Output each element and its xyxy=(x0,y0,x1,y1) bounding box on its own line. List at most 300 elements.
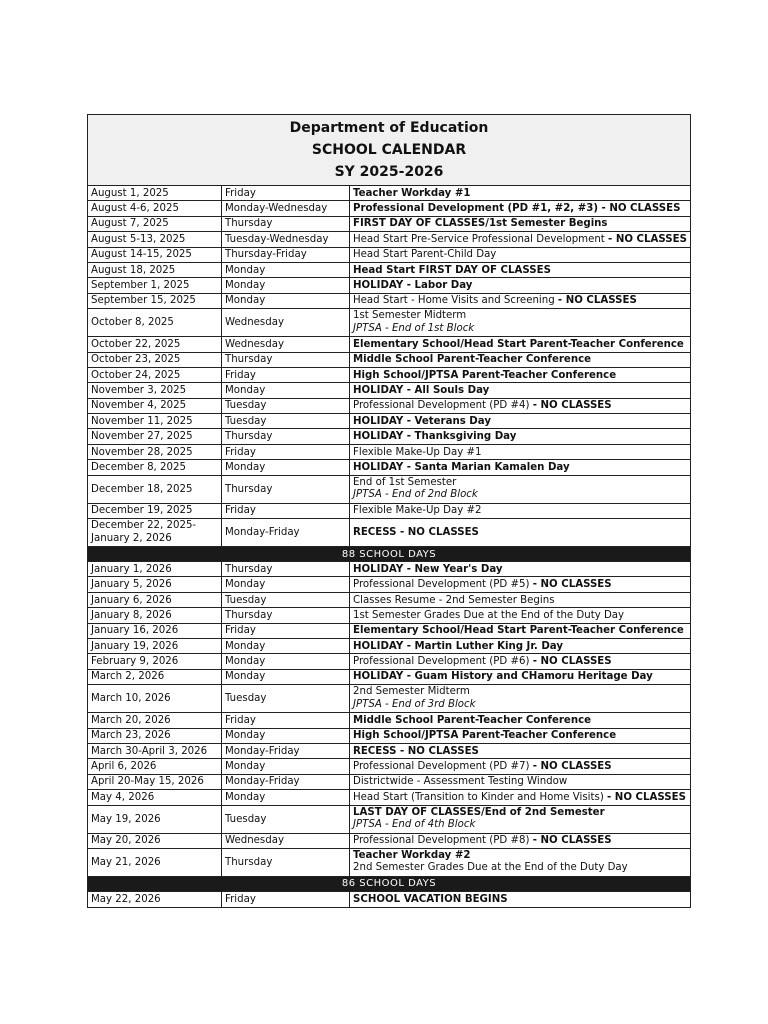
event-cell xyxy=(350,562,690,576)
weekday-cell: Friday xyxy=(222,892,350,907)
event-text: High School/JPTSA Parent-Teacher Conference xyxy=(353,369,617,381)
event-cell xyxy=(350,445,690,459)
date-text: January 2, 2026 xyxy=(91,532,172,544)
event-cell xyxy=(350,217,690,231)
date-cell xyxy=(88,460,222,474)
date-text: March 30-April 3, 2026 xyxy=(91,745,208,757)
table-row xyxy=(88,593,690,608)
weekday-cell: Monday xyxy=(222,294,350,308)
date-text: May 19, 2026 xyxy=(91,813,161,825)
event-cell xyxy=(350,519,690,546)
event-cell xyxy=(350,383,690,397)
weekday-cell: Monday xyxy=(222,577,350,591)
date-text: September 1, 2025 xyxy=(91,280,190,292)
event-line xyxy=(353,862,628,875)
weekday-cell: Wednesday xyxy=(222,309,350,336)
event-cell xyxy=(350,353,690,367)
date-cell xyxy=(88,806,222,833)
event-cell xyxy=(350,624,690,638)
event-cell xyxy=(350,429,690,443)
event-cell xyxy=(350,639,690,653)
event-line xyxy=(353,776,567,787)
event-line xyxy=(353,761,612,772)
date-cell xyxy=(88,201,222,215)
weekday-cell: Monday-Friday xyxy=(222,519,350,546)
event-text: RECESS - NO CLASSES xyxy=(353,527,479,539)
weekday-cell: Thursday xyxy=(222,476,350,503)
table-row xyxy=(88,309,690,337)
weekday-cell: Wednesday xyxy=(222,834,350,848)
event-text: 1st Semester Midterm xyxy=(353,310,467,322)
table-row xyxy=(88,775,690,790)
table-row xyxy=(88,353,690,368)
weekday-cell: Friday xyxy=(222,504,350,518)
no-classes-label: - NO CLASSES xyxy=(607,791,686,803)
date-cell xyxy=(88,217,222,231)
event-text: Professional Development (PD #5) xyxy=(353,579,533,591)
date-cell xyxy=(88,685,222,712)
date-cell xyxy=(88,263,222,277)
weekday-cell: Monday-Wednesday xyxy=(222,201,350,215)
event-text: 2nd Semester Grades Due at the End of the Duty Day xyxy=(353,862,628,874)
event-line xyxy=(353,625,684,636)
event-line xyxy=(353,370,616,381)
date-text: November 27, 2025 xyxy=(91,431,193,443)
date-text: August 5-13, 2025 xyxy=(91,233,186,245)
event-line xyxy=(353,746,479,757)
event-line xyxy=(353,835,612,846)
table-row xyxy=(88,639,690,654)
event-text: JPTSA - End of 1st Block xyxy=(353,322,475,334)
event-text: HOLIDAY - Santa Marian Kamalen Day xyxy=(353,461,570,473)
event-text: JPTSA - End of 3rd Block xyxy=(353,698,476,710)
event-line xyxy=(353,385,489,396)
event-cell xyxy=(350,460,690,474)
date-cell xyxy=(88,593,222,607)
event-line xyxy=(353,730,616,741)
table-row xyxy=(88,429,690,444)
event-line xyxy=(353,323,474,336)
table-row xyxy=(88,476,690,504)
date-cell xyxy=(88,368,222,382)
table-row xyxy=(88,892,690,907)
event-cell xyxy=(350,201,690,215)
date-text: December 18, 2025 xyxy=(91,483,193,495)
event-text: LAST DAY OF CLASSES/End of 2nd Semester xyxy=(353,806,605,818)
weekday-cell: Tuesday xyxy=(222,399,350,413)
weekday-cell: Monday xyxy=(222,460,350,474)
weekday-cell: Friday xyxy=(222,713,350,727)
table-row xyxy=(88,729,690,744)
date-text: August 14-15, 2025 xyxy=(91,249,192,261)
event-line xyxy=(353,792,686,803)
calendar-title: SCHOOL CALENDAR xyxy=(311,142,467,158)
event-text: Flexible Make-Up Day #1 xyxy=(353,446,482,458)
table-row xyxy=(88,806,690,834)
event-line xyxy=(353,610,624,621)
date-cell xyxy=(88,309,222,336)
no-classes-label: - NO CLASSES xyxy=(608,233,687,245)
date-cell xyxy=(88,713,222,727)
date-text: December 22, 2025- xyxy=(91,520,197,532)
date-text: April 20-May 15, 2026 xyxy=(91,776,204,788)
date-cell xyxy=(88,577,222,591)
event-line xyxy=(353,564,503,575)
event-cell xyxy=(350,713,690,727)
event-line xyxy=(353,431,516,442)
event-line xyxy=(353,527,479,538)
date-cell xyxy=(88,790,222,804)
event-line xyxy=(353,218,608,229)
weekday-cell: Tuesday xyxy=(222,685,350,712)
table-row xyxy=(88,414,690,429)
event-text: Professional Development (PD #1, #2, #3) - NO CLASSES xyxy=(353,203,681,215)
event-cell xyxy=(350,414,690,428)
event-line xyxy=(353,416,491,427)
date-cell xyxy=(88,399,222,413)
calendar-table xyxy=(88,186,690,907)
event-text: Professional Development (PD #4) xyxy=(353,400,533,412)
date-cell xyxy=(88,519,222,546)
event-cell xyxy=(350,278,690,292)
school-days-separator: 86 SCHOOL DAYS xyxy=(88,877,690,892)
event-cell xyxy=(350,309,690,336)
event-text: SCHOOL VACATION BEGINS xyxy=(353,894,508,906)
table-row xyxy=(88,294,690,309)
table-row xyxy=(88,368,690,383)
date-text: March 23, 2026 xyxy=(91,730,171,742)
event-cell xyxy=(350,294,690,308)
event-line xyxy=(353,807,605,820)
event-cell xyxy=(350,729,690,743)
date-cell xyxy=(88,775,222,789)
date-text: January 6, 2026 xyxy=(91,594,172,606)
event-line xyxy=(353,699,476,712)
weekday-cell: Thursday-Friday xyxy=(222,248,350,262)
event-line xyxy=(353,715,591,726)
no-classes-label: - NO CLASSES xyxy=(532,656,612,668)
event-text: Flexible Make-Up Day #2 xyxy=(353,505,482,517)
event-cell xyxy=(350,892,690,907)
event-cell xyxy=(350,577,690,591)
event-text: Head Start Parent-Child Day xyxy=(353,249,497,261)
event-text: Professional Development (PD #6) xyxy=(353,656,533,668)
event-cell xyxy=(350,186,690,200)
date-text: March 10, 2026 xyxy=(91,693,171,705)
event-cell xyxy=(350,608,690,622)
calendar-sheet xyxy=(87,114,691,908)
table-row xyxy=(88,186,690,201)
date-cell xyxy=(88,729,222,743)
date-cell xyxy=(88,248,222,262)
event-text: HOLIDAY - Martin Luther King Jr. Day xyxy=(353,640,563,652)
calendar-header xyxy=(88,115,690,186)
table-row xyxy=(88,399,690,414)
date-text: January 8, 2026 xyxy=(91,609,172,621)
event-cell xyxy=(350,368,690,382)
table-row xyxy=(88,685,690,713)
table-row xyxy=(88,232,690,247)
event-text: JPTSA - End of 2nd Block xyxy=(353,489,478,501)
event-text: Head Start Pre-Service Professional Development xyxy=(353,233,609,245)
date-cell xyxy=(88,849,222,876)
date-cell xyxy=(88,445,222,459)
event-line xyxy=(353,462,570,473)
weekday-cell: Thursday xyxy=(222,353,350,367)
event-text: HOLIDAY - Guam History and CHamoru Heritage Day xyxy=(353,671,653,683)
table-row xyxy=(88,263,690,278)
no-classes-label: - NO CLASSES xyxy=(532,835,612,847)
table-row xyxy=(88,713,690,728)
date-text: March 2, 2026 xyxy=(91,671,165,683)
event-cell xyxy=(350,593,690,607)
weekday-cell: Monday xyxy=(222,654,350,668)
event-line xyxy=(353,400,612,411)
date-text: November 28, 2025 xyxy=(91,446,193,458)
date-text: April 6, 2026 xyxy=(91,761,157,773)
table-row xyxy=(88,248,690,263)
table-row xyxy=(88,624,690,639)
date-text: January 19, 2026 xyxy=(91,640,179,652)
event-line xyxy=(353,295,637,306)
event-cell xyxy=(350,232,690,246)
table-row xyxy=(88,670,690,685)
event-text: High School/JPTSA Parent-Teacher Conference xyxy=(353,730,617,742)
event-cell xyxy=(350,399,690,413)
event-cell xyxy=(350,248,690,262)
weekday-cell: Thursday xyxy=(222,849,350,876)
table-row xyxy=(88,744,690,759)
date-cell xyxy=(88,337,222,351)
table-row xyxy=(88,577,690,592)
event-cell xyxy=(350,670,690,684)
date-text: May 20, 2026 xyxy=(91,835,161,847)
date-cell xyxy=(88,232,222,246)
no-classes-label: - NO CLASSES xyxy=(532,579,612,591)
event-cell xyxy=(350,476,690,503)
date-cell xyxy=(88,624,222,638)
date-text: May 22, 2026 xyxy=(91,894,161,906)
date-text: January 5, 2026 xyxy=(91,579,172,591)
event-cell xyxy=(350,790,690,804)
table-row xyxy=(88,460,690,475)
table-row xyxy=(88,217,690,232)
no-classes-label: - NO CLASSES xyxy=(532,400,612,412)
date-text: September 15, 2025 xyxy=(91,295,196,307)
event-text: Teacher Workday #2 xyxy=(353,849,471,861)
table-row xyxy=(88,834,690,849)
date-text: August 4-6, 2025 xyxy=(91,203,179,215)
weekday-cell: Friday xyxy=(222,186,350,200)
department-title: Department of Education xyxy=(289,120,489,136)
no-classes-label: - NO CLASSES xyxy=(557,295,637,307)
event-line xyxy=(353,265,551,276)
date-text: October 22, 2025 xyxy=(91,338,181,350)
table-row xyxy=(88,278,690,293)
date-cell xyxy=(88,670,222,684)
date-text: November 3, 2025 xyxy=(91,384,187,396)
event-line xyxy=(353,894,508,905)
date-text: December 8, 2025 xyxy=(91,461,186,473)
weekday-cell: Tuesday xyxy=(222,414,350,428)
event-line xyxy=(353,656,612,667)
event-text: HOLIDAY - All Souls Day xyxy=(353,384,490,396)
weekday-cell: Monday-Friday xyxy=(222,775,350,789)
event-line xyxy=(353,354,591,365)
date-cell xyxy=(88,414,222,428)
event-cell xyxy=(350,806,690,833)
date-cell xyxy=(88,834,222,848)
event-text: Districtwide - Assessment Testing Window xyxy=(353,776,568,788)
event-line xyxy=(353,505,482,516)
table-row xyxy=(88,504,690,519)
date-text: May 21, 2026 xyxy=(91,856,161,868)
weekday-cell: Tuesday-Wednesday xyxy=(222,232,350,246)
event-line xyxy=(353,447,482,458)
event-text: Middle School Parent-Teacher Conference xyxy=(353,714,592,726)
weekday-cell: Monday xyxy=(222,639,350,653)
date-text: December 19, 2025 xyxy=(91,505,193,517)
event-text: Elementary School/Head Start Parent-Teacher Conference xyxy=(353,338,684,350)
date-cell xyxy=(88,654,222,668)
date-cell xyxy=(88,186,222,200)
event-text: RECESS - NO CLASSES xyxy=(353,745,479,757)
table-row xyxy=(88,445,690,460)
event-cell xyxy=(350,849,690,876)
table-row xyxy=(88,849,690,877)
event-cell xyxy=(350,744,690,758)
event-text: Teacher Workday #1 xyxy=(353,187,471,199)
date-cell xyxy=(88,278,222,292)
date-text: January 16, 2026 xyxy=(91,625,179,637)
no-classes-label: - NO CLASSES xyxy=(532,761,612,773)
event-text: 1st Semester Grades Due at the End of the Duty Day xyxy=(353,609,625,621)
date-text: February 9, 2026 xyxy=(91,656,179,668)
event-line xyxy=(353,595,555,606)
table-row xyxy=(88,201,690,216)
weekday-cell: Thursday xyxy=(222,217,350,231)
event-line xyxy=(353,686,470,699)
weekday-cell: Monday xyxy=(222,263,350,277)
date-text: October 23, 2025 xyxy=(91,354,181,366)
event-text: HOLIDAY - Veterans Day xyxy=(353,415,491,427)
event-line xyxy=(353,280,472,291)
event-text: End of 1st Semester xyxy=(353,476,457,488)
event-line xyxy=(353,477,456,490)
date-text: October 8, 2025 xyxy=(91,317,174,329)
weekday-cell: Monday xyxy=(222,383,350,397)
event-line xyxy=(353,234,687,245)
event-cell xyxy=(350,759,690,773)
table-row xyxy=(88,383,690,398)
event-text: FIRST DAY OF CLASSES/1st Semester Begins xyxy=(353,218,608,230)
event-text: Head Start FIRST DAY OF CLASSES xyxy=(353,264,551,276)
event-line xyxy=(353,310,466,323)
weekday-cell: Tuesday xyxy=(222,593,350,607)
event-text: Middle School Parent-Teacher Conference xyxy=(353,354,592,366)
date-cell xyxy=(88,429,222,443)
weekday-cell: Tuesday xyxy=(222,806,350,833)
date-cell xyxy=(88,639,222,653)
event-line xyxy=(353,339,684,350)
date-text: August 18, 2025 xyxy=(91,264,176,276)
event-text: Classes Resume - 2nd Semester Begins xyxy=(353,594,555,606)
event-line xyxy=(353,579,612,590)
event-cell xyxy=(350,337,690,351)
date-cell xyxy=(88,353,222,367)
weekday-cell: Friday xyxy=(222,445,350,459)
event-cell xyxy=(350,834,690,848)
date-text: January 1, 2026 xyxy=(91,563,172,575)
date-cell xyxy=(88,294,222,308)
event-text: HOLIDAY - Labor Day xyxy=(353,280,473,292)
date-cell xyxy=(88,759,222,773)
table-row xyxy=(88,519,690,547)
weekday-cell: Monday xyxy=(222,670,350,684)
event-cell xyxy=(350,685,690,712)
event-line xyxy=(353,641,563,652)
weekday-cell: Monday-Friday xyxy=(222,744,350,758)
weekday-cell: Thursday xyxy=(222,562,350,576)
date-text: August 7, 2025 xyxy=(91,218,169,230)
weekday-cell: Monday xyxy=(222,278,350,292)
event-line xyxy=(353,188,471,199)
event-text: HOLIDAY - New Year's Day xyxy=(353,563,503,575)
weekday-cell: Monday xyxy=(222,759,350,773)
event-text: HOLIDAY - Thanksgiving Day xyxy=(353,431,517,443)
weekday-cell: Monday xyxy=(222,790,350,804)
weekday-cell: Friday xyxy=(222,624,350,638)
event-line xyxy=(353,850,471,863)
event-cell xyxy=(350,654,690,668)
event-text: Elementary School/Head Start Parent-Teacher Conference xyxy=(353,625,684,637)
date-cell xyxy=(88,383,222,397)
event-text: 2nd Semester Midterm xyxy=(353,686,470,698)
weekday-cell: Wednesday xyxy=(222,337,350,351)
event-text: Professional Development (PD #8) xyxy=(353,835,533,847)
table-row xyxy=(88,790,690,805)
event-text: JPTSA - End of 4th Block xyxy=(353,819,476,830)
table-row xyxy=(88,562,690,577)
date-cell xyxy=(88,476,222,503)
date-text: March 20, 2026 xyxy=(91,714,171,726)
date-cell xyxy=(88,504,222,518)
event-cell xyxy=(350,775,690,789)
table-row xyxy=(88,608,690,623)
date-text: August 1, 2025 xyxy=(91,187,169,199)
event-text: Head Start - Home Visits and Screening xyxy=(353,295,558,307)
date-text: October 24, 2025 xyxy=(91,369,181,381)
weekday-cell: Thursday xyxy=(222,429,350,443)
event-text: Professional Development (PD #7) xyxy=(353,761,533,773)
date-cell xyxy=(88,892,222,907)
event-cell xyxy=(350,504,690,518)
weekday-cell: Monday xyxy=(222,729,350,743)
date-text: November 11, 2025 xyxy=(91,415,193,427)
event-line xyxy=(353,203,680,214)
table-row xyxy=(88,337,690,352)
school-year: SY 2025-2026 xyxy=(334,164,444,180)
table-row xyxy=(88,654,690,669)
date-text: May 4, 2026 xyxy=(91,791,155,803)
date-cell xyxy=(88,608,222,622)
date-cell xyxy=(88,744,222,758)
date-cell xyxy=(88,562,222,576)
date-text: November 4, 2025 xyxy=(91,400,187,412)
weekday-cell: Friday xyxy=(222,368,350,382)
event-line xyxy=(353,671,653,682)
event-cell xyxy=(350,263,690,277)
